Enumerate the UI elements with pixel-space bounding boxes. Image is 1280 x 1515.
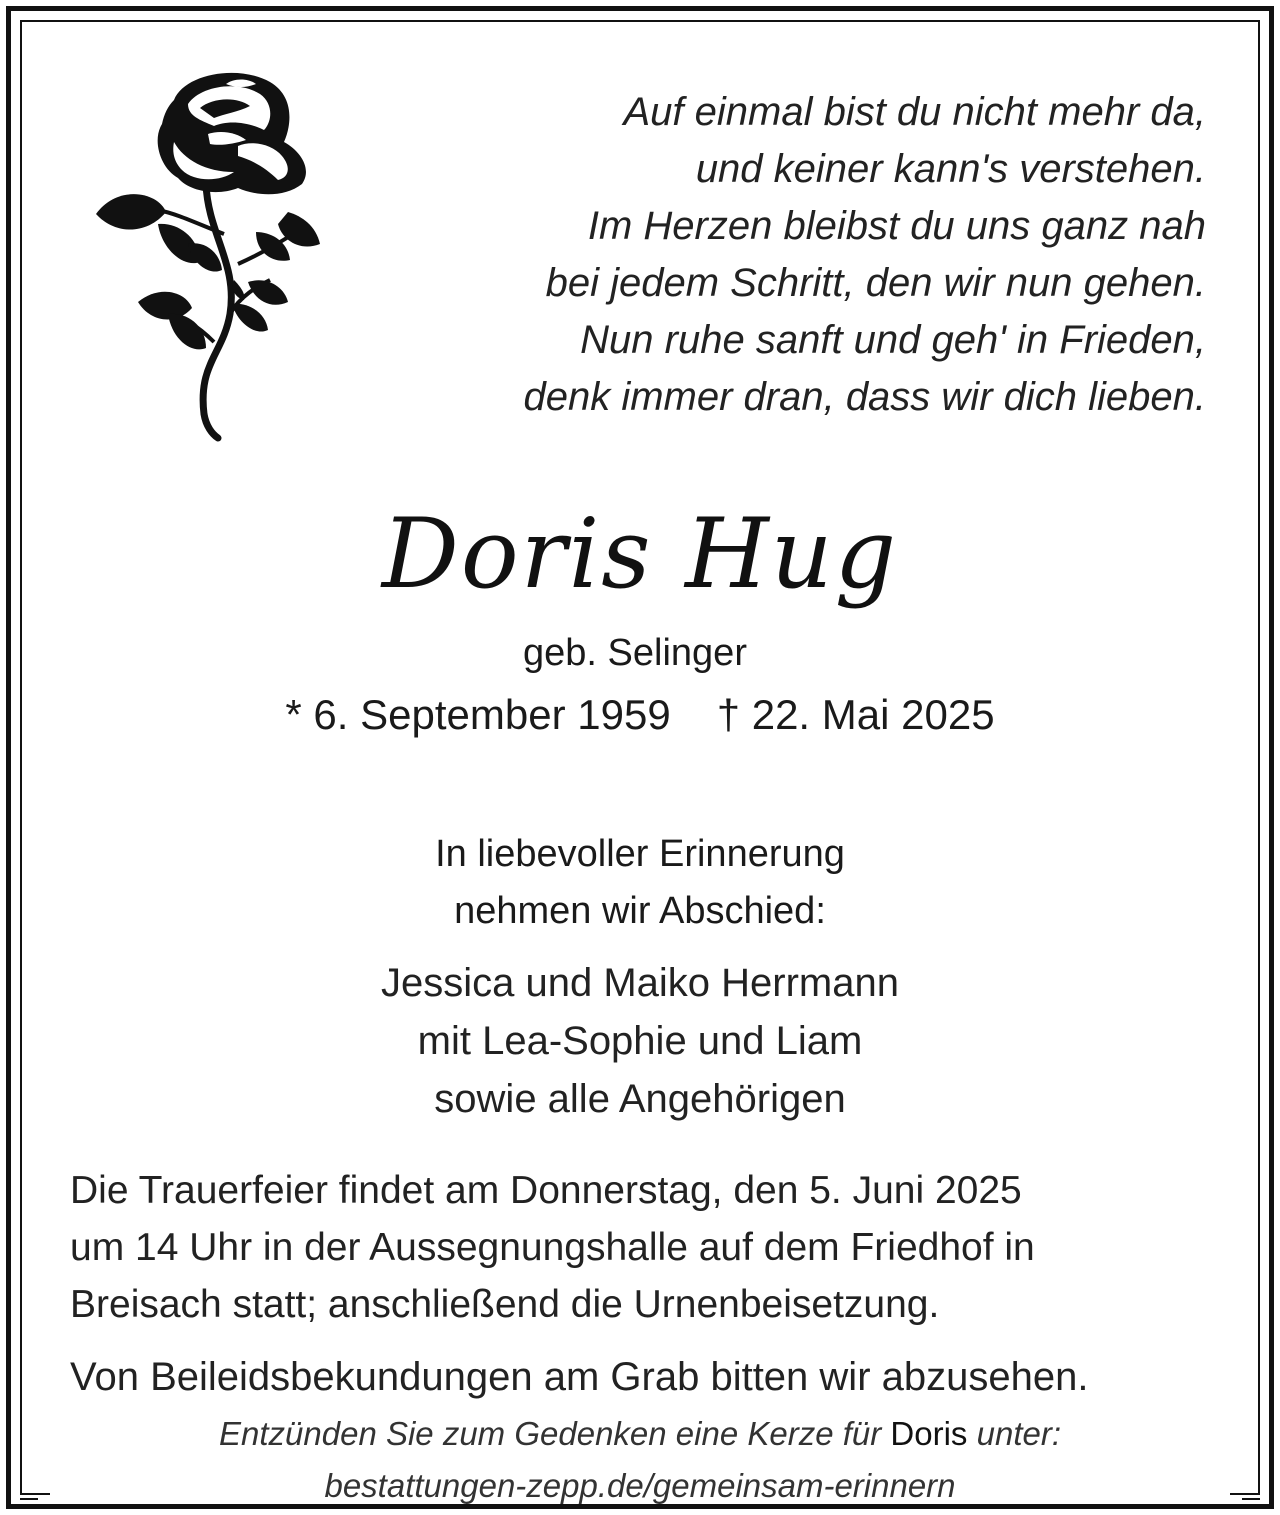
condolence-request: Von Beileidsbekundungen am Grab bitten wir abzusehen.: [70, 1355, 1089, 1399]
candle-line: [0, 1408, 1280, 1460]
poem: [386, 84, 1206, 426]
candle-suffix: unter:: [976, 1415, 1061, 1452]
mourners-list: [0, 954, 1280, 1128]
poem-line: denk immer dran, dass wir dich lieben.: [523, 375, 1206, 419]
poem-line: bei jedem Schritt, den wir nun gehen.: [545, 261, 1206, 305]
death-date: † 22. Mai 2025: [716, 691, 995, 738]
birth-date: * 6. September 1959: [285, 691, 671, 738]
life-dates: [0, 688, 1280, 742]
poem-line: Nun ruhe sanft und geh' in Frieden,: [580, 318, 1206, 362]
maiden-name: geb. Selinger: [523, 632, 747, 674]
candle-prefix: Entzünden Sie zum Gedenken eine Kerze für: [219, 1415, 882, 1452]
memorial-url[interactable]: bestattungen-zepp.de/gemeinsam-erinnern: [324, 1467, 956, 1504]
poem-line: und keiner kann's verstehen.: [695, 147, 1206, 191]
rose-icon: [88, 64, 328, 444]
mourner-line: Jessica und Maiko Herrmann: [381, 961, 899, 1005]
service-info: [70, 1162, 1215, 1333]
poem-line: Im Herzen bleibst du uns ganz nah: [587, 204, 1206, 248]
service-line: um 14 Uhr in der Aussegnungshalle auf dem Friedhof in: [70, 1226, 1035, 1269]
mourner-line: sowie alle Angehörigen: [434, 1077, 846, 1121]
candle-first-name: Doris: [890, 1415, 968, 1452]
candle-notice: [0, 1408, 1280, 1512]
service-line: Breisach statt; anschließend die Urnenbeisetzung.: [70, 1283, 940, 1326]
deceased-name: Doris Hug: [381, 498, 899, 610]
farewell-intro: [0, 826, 1280, 940]
farewell-intro-line: nehmen wir Abschied:: [454, 890, 826, 932]
poem-line: Auf einmal bist du nicht mehr da,: [623, 90, 1206, 134]
mourner-line: mit Lea-Sophie und Liam: [417, 1019, 863, 1063]
service-line: Die Trauerfeier findet am Donnerstag, den 5. Juni 2025: [70, 1169, 1022, 1212]
farewell-intro-line: In liebevoller Erinnerung: [435, 833, 845, 875]
